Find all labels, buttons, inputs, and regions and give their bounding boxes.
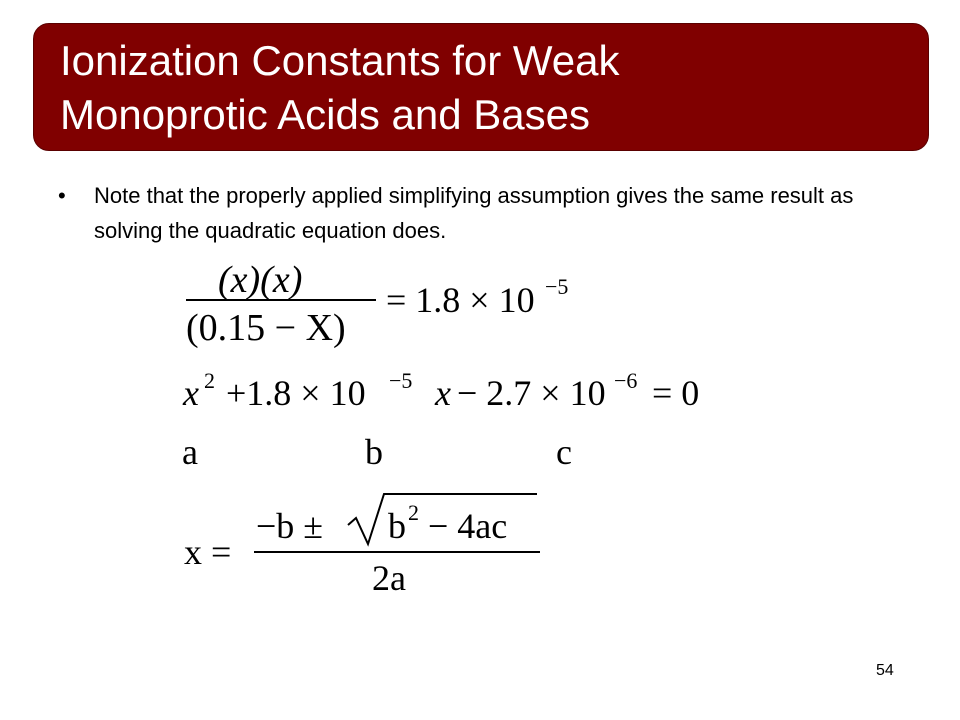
coefficient-c: c [556,432,572,472]
eq1-rhs: = 1.8 × 10 [386,280,535,320]
eq3-lhs: x = [184,532,232,572]
eq3-radicand-exponent: 2 [408,500,419,525]
bullet-icon: • [58,183,66,208]
eq2-term3: − 2.7 × 10 [457,373,606,413]
slide-number: 54 [876,662,894,679]
eq1-denominator: (0.15 − X) [186,307,346,349]
eq2-term3-exponent: −6 [614,368,638,393]
eq1-numerator: (x)(x) [218,259,303,301]
eq2-term2-exponent: −5 [389,368,413,393]
eq3-denominator: 2a [372,558,406,598]
coefficient-b: b [365,432,383,472]
coefficient-a: a [182,432,198,472]
eq2-x: x [183,373,199,413]
eq2-x-exponent: 2 [204,368,215,393]
bullet-text: Note that the properly applied simplifying assumption gives the same result as solving the quadratic equation does. [94,183,854,243]
eq2-term2-var: x [435,373,451,413]
eq2-term2: +1.8 × 10 [226,373,366,413]
eq3-radicand-rest: − 4ac [428,506,508,546]
eq3-radicand: b [388,506,406,546]
eq1-exponent: −5 [545,274,569,299]
title-line-2: Monoprotic Acids and Bases [60,91,590,138]
eq3-num-prefix: −b ± [256,506,324,546]
eq2-rhs: = 0 [652,373,700,413]
title-line-1: Ionization Constants for Weak [60,37,620,84]
